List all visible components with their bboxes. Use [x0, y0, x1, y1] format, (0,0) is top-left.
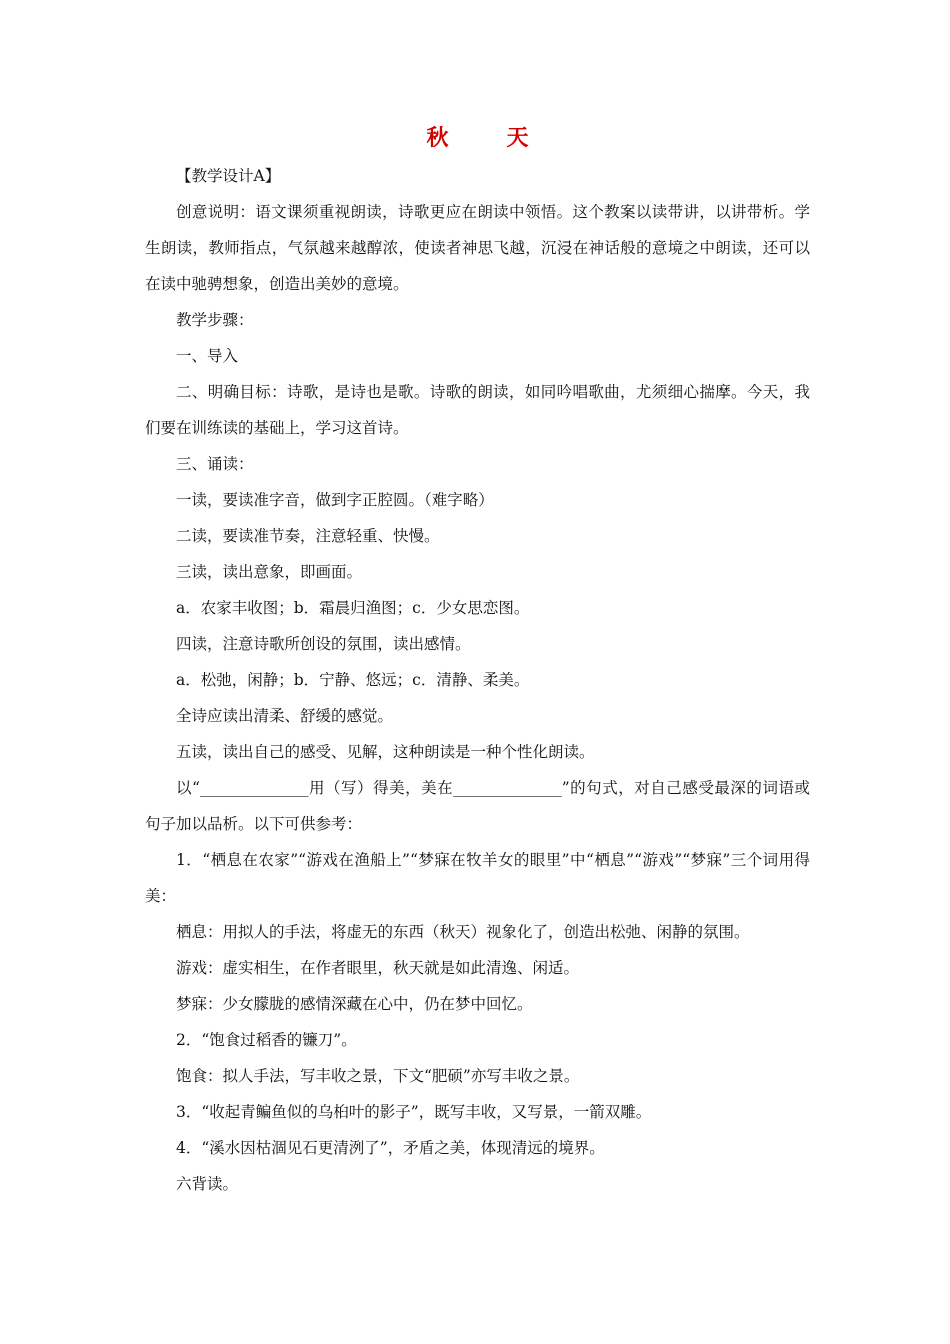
- creative-note: 创意说明：语文课须重视朗读，诗歌更应在朗读中领悟。这个教案以读带讲，以讲带析。学生朗读，教师指点，气氛越来越醇浓，使读者神思飞越，沉浸在神话般的意境之中朗读，还可以在读中驰骋想象，创造出美妙的意境。: [145, 203, 810, 293]
- reference-1-b: 游戏：虚实相生，在作者眼里，秋天就是如此清逸、闲适。: [176, 959, 580, 977]
- reference-3: 3．“收起青鳊鱼似的乌桕叶的影子”，既写丰收，又写景，一箭双雕。: [176, 1103, 652, 1121]
- reference-2-a: 饱食：拟人手法，写丰收之景，下文“肥硕”亦写丰收之景。: [176, 1067, 580, 1085]
- document-page: [145, 118, 810, 1202]
- read-first: 一读，要读准字音，做到字正腔圆。（难字略）: [176, 491, 494, 509]
- read-fourth: 四读，注意诗歌所创设的氛围，读出感情。: [176, 635, 471, 653]
- read-third-items: a．农家丰收图；b．霜晨归渔图；c．少女思恋图。: [176, 599, 530, 617]
- read-fifth: 五读，读出自己的感受、见解，这种朗读是一种个性化朗读。: [176, 743, 595, 761]
- reference-2: 2．“饱食过稻香的镰刀”。: [176, 1031, 357, 1049]
- read-fourth-items: a．松弛，闲静；b．宁静、悠远；c．清静、柔美。: [176, 671, 530, 689]
- sentence-pattern: 以“______________用（写）得美，美在______________”的句式，对自己感受最深的词语或句子加以品析。以下可供参考：: [145, 779, 810, 833]
- steps-heading: 教学步骤：: [176, 311, 254, 329]
- design-label: 【教学设计A】: [176, 167, 281, 185]
- reference-1-c: 梦寐：少女朦胧的感情深藏在心中，仍在梦中回忆。: [176, 995, 533, 1013]
- step-intro: 一、导入: [176, 347, 239, 365]
- reference-4: 4．“溪水因枯涸见石更清洌了”，矛盾之美，体现清远的境界。: [176, 1139, 605, 1157]
- read-second: 二读，要读准节奏，注意轻重、快慢。: [176, 527, 440, 545]
- reference-1-a: 栖息：用拟人的手法，将虚无的东西（秋天）视象化了，创造出松弛、闲静的氛围。: [176, 923, 750, 941]
- step-goal: 二、明确目标：诗歌，是诗也是歌。诗歌的朗读，如同吟唱歌曲，尤须细心揣摩。今天，我们要在训练读的基础上，学习这首诗。: [145, 383, 810, 437]
- step-recite: 三、诵读：: [176, 455, 254, 473]
- read-third: 三读，读出意象，即画面。: [176, 563, 363, 581]
- page-title: 秋 天: [426, 125, 547, 151]
- reference-1: 1．“栖息在农家”“游戏在渔船上”“梦寐在牧羊女的眼里”中“栖息”“游戏”“梦寐”三个词用得美：: [145, 851, 810, 905]
- overall-feeling: 全诗应读出清柔、舒缓的感觉。: [176, 707, 394, 725]
- read-sixth: 六背读。: [176, 1175, 239, 1193]
